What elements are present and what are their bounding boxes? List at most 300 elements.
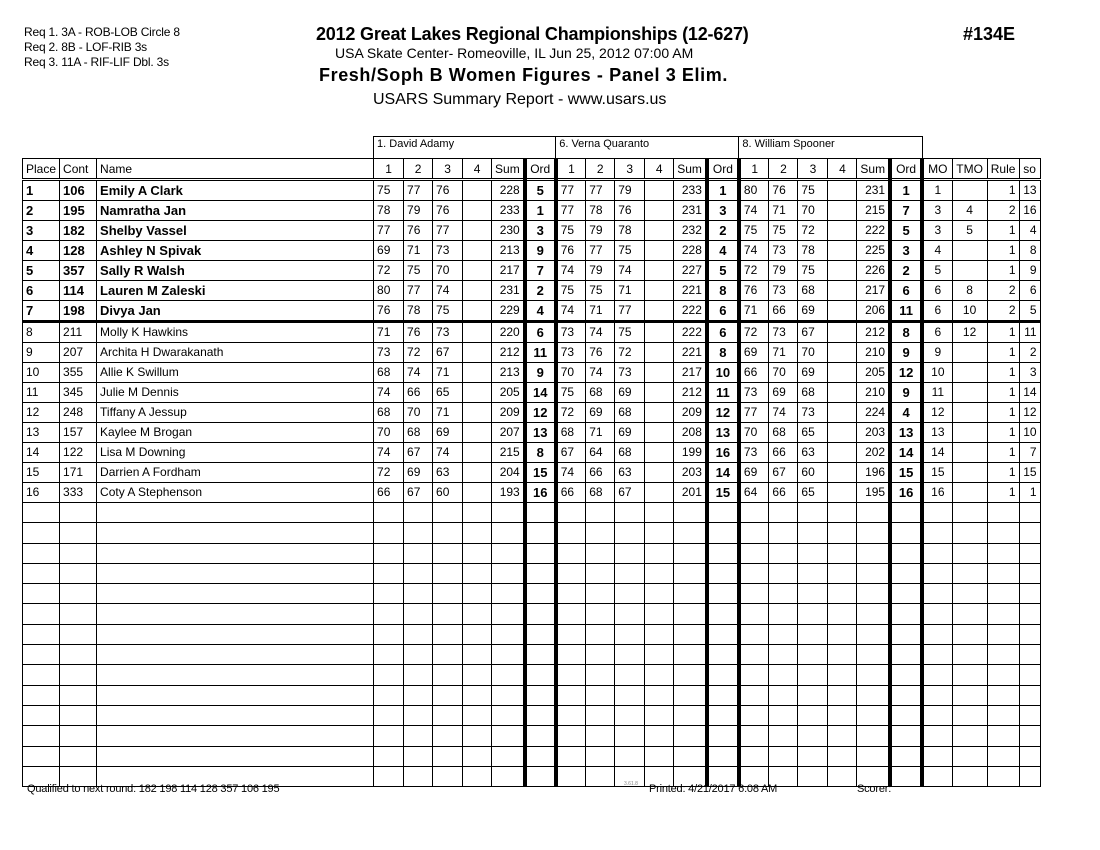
scorer-label: Scorer: [857,783,892,795]
place-cell: 7 [23,301,60,322]
tmo-cell [952,483,987,503]
place-cell: 13 [23,423,60,443]
empty-cell [922,624,952,644]
sum-cell: 210 [857,383,890,403]
rule-cell: 1 [987,403,1019,423]
rule-cell: 2 [987,301,1019,322]
place-cell: 14 [23,443,60,463]
empty-cell [798,645,828,665]
col-judge3-ord: Ord [890,159,922,180]
empty-cell [586,726,615,746]
mo-cell: 14 [922,443,952,463]
empty-cell [674,503,707,523]
score-cell: 67 [615,483,645,503]
empty-cell [828,584,857,604]
empty-row [23,624,1041,644]
score-cell: 76 [739,281,769,301]
score-cell [645,301,674,322]
empty-cell [987,766,1019,786]
empty-cell [952,645,987,665]
mo-cell: 9 [922,343,952,363]
empty-cell [922,563,952,583]
score-cell [463,180,492,201]
empty-cell [645,726,674,746]
empty-cell [60,705,97,725]
ordinal-cell: 16 [525,483,556,503]
empty-cell [857,523,890,543]
empty-cell [922,503,952,523]
score-cell: 71 [404,241,433,261]
score-cell: 69 [615,383,645,403]
col-judge2-sum: Sum [674,159,707,180]
empty-cell [857,584,890,604]
tmo-cell [952,241,987,261]
tmo-cell [952,261,987,281]
empty-cell [556,604,586,624]
empty-cell [525,543,556,563]
col-rule: Rule [987,159,1019,180]
empty-row [23,604,1041,624]
sum-cell: 228 [674,241,707,261]
report-subtitle: USARS Summary Report - www.usars.us [373,91,667,108]
rule-cell: 1 [987,483,1019,503]
mo-cell: 11 [922,383,952,403]
empty-cell [922,726,952,746]
empty-cell [556,705,586,725]
ordinal-cell: 1 [890,180,922,201]
score-cell: 77 [433,221,463,241]
score-cell: 79 [615,180,645,201]
empty-cell [769,604,798,624]
empty-cell [922,766,952,786]
empty-cell [828,766,857,786]
empty-cell [433,766,463,786]
empty-cell [1019,685,1040,705]
score-cell: 76 [586,343,615,363]
score-cell [463,322,492,343]
score-cell: 70 [798,201,828,221]
rule-cell: 1 [987,443,1019,463]
skater-name: Lisa M Downing [97,443,374,463]
empty-cell [769,584,798,604]
empty-cell [857,604,890,624]
score-cell [828,403,857,423]
score-cell [463,363,492,383]
printed-timestamp: Printed: 4/21/2017 6:08 AM [649,783,778,795]
score-cell: 74 [374,443,404,463]
empty-cell [890,766,922,786]
score-cell: 73 [615,363,645,383]
ordinal-cell: 4 [707,241,739,261]
empty-cell [97,705,374,725]
empty-cell [492,685,525,705]
empty-cell [952,665,987,685]
empty-cell [707,726,739,746]
score-cell [645,221,674,241]
score-cell: 75 [556,281,586,301]
empty-cell [952,746,987,766]
empty-cell [1019,726,1040,746]
col-judge2-1: 1 [556,159,586,180]
skater-name: Molly K Hawkins [97,322,374,343]
empty-row [23,746,1041,766]
ordinal-cell: 1 [525,201,556,221]
empty-cell [404,705,433,725]
ordinal-cell: 12 [890,363,922,383]
contestant-number: 345 [60,383,97,403]
empty-cell [97,523,374,543]
empty-cell [433,665,463,685]
result-row [23,483,1041,503]
empty-cell [463,624,492,644]
sum-cell: 208 [674,423,707,443]
score-cell: 71 [374,322,404,343]
empty-cell [798,766,828,786]
empty-cell [97,645,374,665]
empty-cell [769,685,798,705]
empty-row [23,685,1041,705]
tmo-cell: 4 [952,201,987,221]
score-cell: 69 [798,363,828,383]
mo-cell: 16 [922,483,952,503]
sum-cell: 212 [857,322,890,343]
empty-cell [987,523,1019,543]
empty-cell [433,584,463,604]
empty-cell [463,523,492,543]
tmo-cell [952,443,987,463]
empty-cell [674,685,707,705]
empty-cell [463,503,492,523]
empty-cell [828,685,857,705]
score-cell: 74 [433,281,463,301]
sum-cell: 204 [492,463,525,483]
ordinal-cell: 1 [707,180,739,201]
empty-cell [952,685,987,705]
score-cell: 73 [433,322,463,343]
score-cell [828,443,857,463]
score-cell: 77 [739,403,769,423]
empty-cell [739,503,769,523]
sum-cell: 199 [674,443,707,463]
ordinal-cell: 15 [707,483,739,503]
empty-cell [374,726,404,746]
so-cell: 4 [1019,221,1040,241]
sum-cell: 232 [674,221,707,241]
skater-name: Allie K Swillum [97,363,374,383]
skater-name: Coty A Stephenson [97,483,374,503]
empty-cell [463,726,492,746]
result-row [23,443,1041,463]
empty-cell [707,604,739,624]
empty-cell [556,543,586,563]
empty-cell [97,685,374,705]
empty-cell [798,563,828,583]
tmo-cell [952,343,987,363]
empty-cell [674,746,707,766]
empty-cell [374,543,404,563]
empty-cell [798,705,828,725]
score-cell: 73 [739,443,769,463]
empty-cell [987,563,1019,583]
empty-cell [586,563,615,583]
ordinal-cell: 3 [890,241,922,261]
score-cell: 73 [374,343,404,363]
score-cell: 73 [739,383,769,403]
score-cell [645,363,674,383]
software-version: 3.61.8 [624,781,638,787]
ordinal-cell: 15 [890,463,922,483]
empty-cell [23,726,60,746]
sum-cell: 212 [492,343,525,363]
ordinal-cell: 12 [525,403,556,423]
empty-cell [857,726,890,746]
skater-name: Darrien A Fordham [97,463,374,483]
empty-cell [60,503,97,523]
ordinal-cell: 4 [525,301,556,322]
contestant-number: 106 [60,180,97,201]
empty-cell [739,584,769,604]
score-cell: 74 [556,463,586,483]
result-row [23,403,1041,423]
empty-cell [707,705,739,725]
empty-cell [615,746,645,766]
place-cell: 5 [23,261,60,281]
skater-name: Divya Jan [97,301,374,322]
empty-cell [97,604,374,624]
sum-cell: 222 [857,221,890,241]
ordinal-cell: 10 [707,363,739,383]
col-place: Place [23,159,60,180]
score-cell: 66 [769,483,798,503]
empty-cell [492,543,525,563]
sum-cell: 196 [857,463,890,483]
empty-cell [987,705,1019,725]
empty-cell [890,746,922,766]
empty-cell [23,685,60,705]
empty-cell [739,523,769,543]
score-cell: 72 [739,261,769,281]
empty-cell [433,543,463,563]
sum-cell: 220 [492,322,525,343]
sum-cell: 230 [492,221,525,241]
col-judge1-ord: Ord [525,159,556,180]
contestant-number: 333 [60,483,97,503]
empty-cell [556,584,586,604]
empty-row [23,543,1041,563]
empty-cell [922,645,952,665]
score-cell: 73 [769,322,798,343]
empty-cell [23,563,60,583]
empty-cell [615,543,645,563]
place-cell: 6 [23,281,60,301]
empty-cell [374,766,404,786]
score-cell: 74 [586,322,615,343]
empty-cell [1019,604,1040,624]
empty-cell [433,604,463,624]
rule-cell: 1 [987,383,1019,403]
empty-cell [404,645,433,665]
sum-cell: 202 [857,443,890,463]
empty-cell [1019,746,1040,766]
empty-cell [23,503,60,523]
col-judge2-3: 3 [615,159,645,180]
empty-cell [952,543,987,563]
score-cell: 71 [586,423,615,443]
so-cell: 16 [1019,201,1040,221]
ordinal-cell: 9 [525,241,556,261]
empty-cell [798,503,828,523]
score-cell: 65 [798,423,828,443]
empty-cell [857,563,890,583]
empty-cell [60,685,97,705]
score-cell [645,281,674,301]
empty-cell [374,523,404,543]
empty-cell [645,523,674,543]
skater-name: Ashley N Spivak [97,241,374,261]
result-row [23,201,1041,221]
empty-cell [404,624,433,644]
empty-cell [525,523,556,543]
ordinal-cell: 9 [890,343,922,363]
ordinal-cell: 2 [707,221,739,241]
ordinal-cell: 14 [525,383,556,403]
score-cell [645,403,674,423]
judge-1-name: 1. David Adamy [374,137,556,159]
empty-cell [586,685,615,705]
empty-cell [798,604,828,624]
tmo-cell [952,363,987,383]
empty-cell [556,523,586,543]
tmo-cell [952,463,987,483]
empty-cell [922,604,952,624]
score-cell: 76 [433,201,463,221]
score-cell: 73 [433,241,463,261]
empty-cell [586,705,615,725]
score-cell [645,322,674,343]
rule-cell: 1 [987,180,1019,201]
empty-cell [857,503,890,523]
empty-cell [1019,523,1040,543]
skater-name: Julie M Dennis [97,383,374,403]
venue-datetime: USA Skate Center- Romeoville, IL Jun 25, 2012 07:00 AM [335,45,694,61]
empty-cell [556,645,586,665]
score-cell [463,443,492,463]
empty-cell [890,523,922,543]
sum-cell: 201 [674,483,707,503]
empty-cell [828,523,857,543]
empty-cell [707,685,739,705]
empty-cell [739,604,769,624]
requirement-1: Req 1. 3A - ROB-LOB Circle 8 [24,25,180,39]
score-cell: 66 [586,463,615,483]
mo-cell: 15 [922,463,952,483]
score-cell: 75 [615,241,645,261]
empty-cell [1019,705,1040,725]
empty-cell [922,685,952,705]
col-judge3-4: 4 [828,159,857,180]
sum-cell: 229 [492,301,525,322]
score-cell [828,363,857,383]
ordinal-cell: 8 [707,281,739,301]
score-cell [463,301,492,322]
requirement-3: Req 3. 11A - RIF-LIF Dbl. 3s [24,55,169,69]
sum-cell: 215 [857,201,890,221]
empty-cell [987,665,1019,685]
empty-cell [374,665,404,685]
place-cell: 9 [23,343,60,363]
empty-cell [739,746,769,766]
empty-cell [404,543,433,563]
empty-cell [769,563,798,583]
score-cell [463,201,492,221]
judge-header-row [23,137,1041,159]
rule-cell: 1 [987,463,1019,483]
empty-cell [60,624,97,644]
empty-cell [404,746,433,766]
tmo-cell: 8 [952,281,987,301]
score-cell [828,201,857,221]
empty-cell [615,503,645,523]
score-cell: 76 [404,322,433,343]
score-cell [463,343,492,363]
score-cell: 73 [769,241,798,261]
ordinal-cell: 4 [890,403,922,423]
contestant-number: 211 [60,322,97,343]
empty-cell [23,604,60,624]
so-cell: 15 [1019,463,1040,483]
ordinal-cell: 6 [525,322,556,343]
result-row [23,423,1041,443]
empty-cell [1019,645,1040,665]
score-cell: 72 [798,221,828,241]
empty-cell [97,503,374,523]
score-cell: 67 [556,443,586,463]
ordinal-cell: 12 [707,403,739,423]
score-cell [463,281,492,301]
empty-row [23,665,1041,685]
score-cell [828,423,857,443]
empty-cell [586,766,615,786]
empty-cell [615,645,645,665]
score-cell: 68 [586,483,615,503]
score-cell: 78 [404,301,433,322]
sum-cell: 225 [857,241,890,261]
empty-cell [404,503,433,523]
empty-cell [492,584,525,604]
results-table [22,136,1041,787]
score-cell: 74 [556,301,586,322]
rule-cell: 1 [987,322,1019,343]
col-cont: Cont [60,159,97,180]
empty-cell [857,746,890,766]
so-cell: 2 [1019,343,1040,363]
empty-cell [769,746,798,766]
sum-cell: 203 [674,463,707,483]
score-cell: 68 [556,423,586,443]
score-cell: 68 [404,423,433,443]
tmo-cell [952,180,987,201]
so-cell: 14 [1019,383,1040,403]
score-cell: 65 [433,383,463,403]
score-cell: 79 [404,201,433,221]
score-cell: 73 [556,322,586,343]
judge-6-name: 6. Verna Quaranto [556,137,739,159]
empty-cell [922,543,952,563]
empty-cell [890,563,922,583]
result-row [23,383,1041,403]
empty-cell [645,665,674,685]
empty-cell [97,584,374,604]
